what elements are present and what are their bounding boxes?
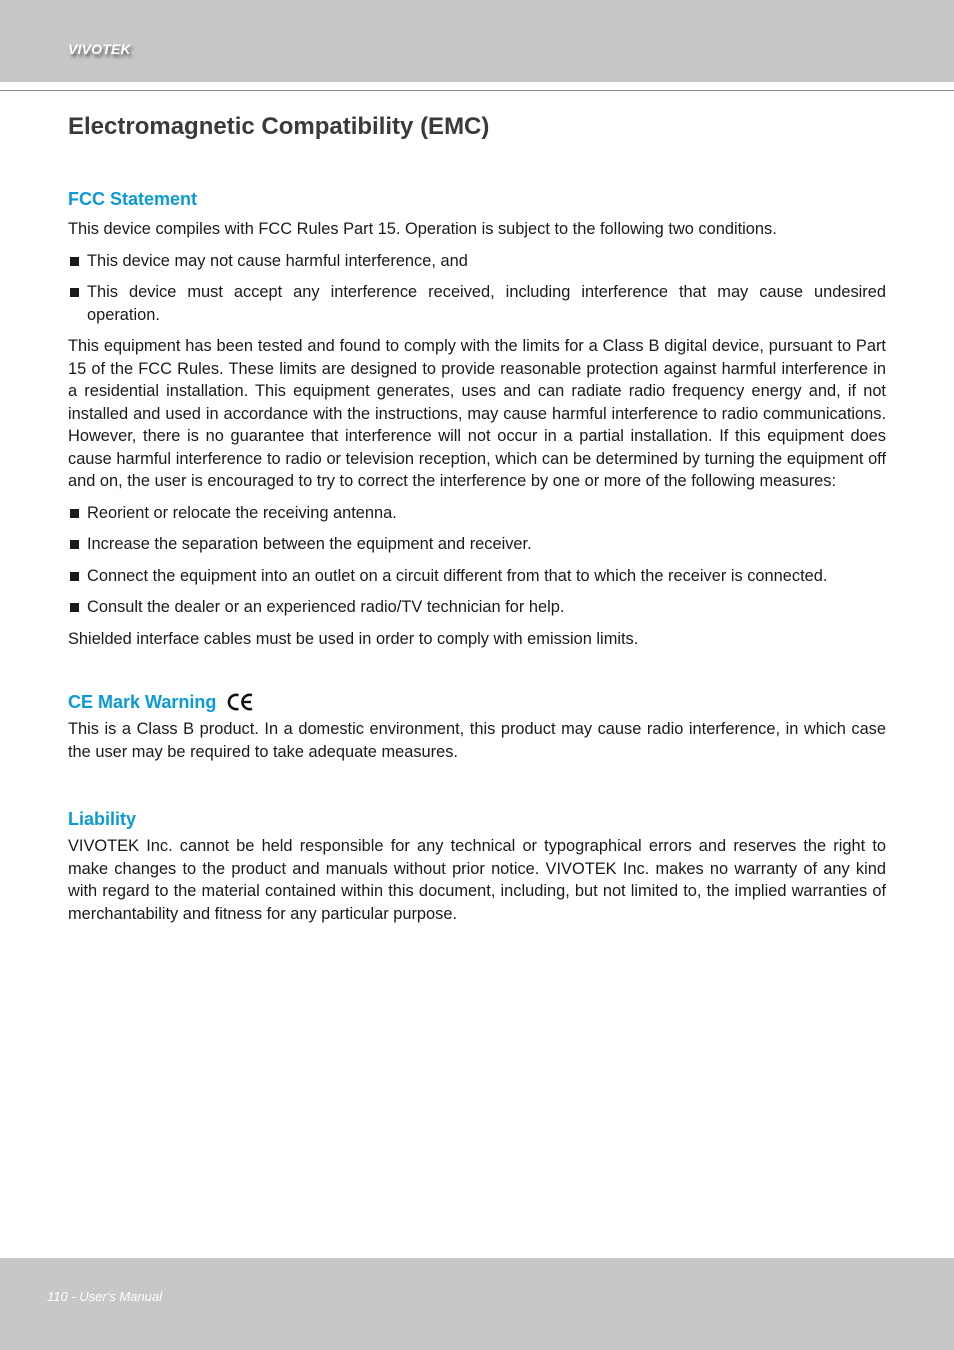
page-content	[68, 110, 886, 925]
measure-text: Increase the separation between the equipment and receiver.	[87, 535, 532, 553]
footer-band	[0, 1258, 954, 1350]
fcc-heading: FCC Statement	[68, 189, 198, 209]
ce-heading	[68, 690, 886, 714]
bullet-square-icon	[70, 603, 79, 612]
list-item	[68, 250, 886, 273]
measure-text: Reorient or relocate the receiving antenna.	[87, 503, 397, 522]
footer-page-label: 110 - User's Manual	[47, 1289, 162, 1304]
fcc-closing: Shielded interface cables must be used in order to comply with emission limits.	[68, 629, 639, 648]
fcc-intro: This device compiles with FCC Rules Part 15. Operation is subject to the following two conditions.	[68, 220, 777, 238]
measure-text: Consult the dealer or an experienced radio/TV technician for help.	[87, 598, 565, 616]
list-item	[68, 502, 886, 525]
bullet-square-icon	[70, 257, 79, 266]
bullet-square-icon	[70, 509, 79, 518]
bullet-square-icon	[70, 540, 79, 549]
condition-text: This device must accept any interference received, including interference that may cause undesired operation.	[87, 283, 886, 324]
list-item	[68, 281, 886, 326]
liability-heading: Liability	[68, 809, 137, 829]
brand-logo: VIVOTEK	[68, 41, 131, 57]
ce-mark-icon	[226, 692, 256, 712]
bullet-square-icon	[70, 572, 79, 581]
measure-text: Connect the equipment into an outlet on a circuit different from that to which the receiver is connected.	[87, 566, 828, 585]
ce-text: This is a Class B product. In a domestic environment, this product may cause radio interference, in which case the user may be required to take adequate measures.	[68, 720, 886, 761]
condition-text: This device may not cause harmful interference, and	[87, 251, 468, 270]
fcc-paragraph: This equipment has been tested and found to comply with the limits for a Class B digital device, pursuant to Part 15 of the FCC Rules. These limits are designed to provide reasonable protection against harmful interference in a residential installation. This equipment generates, uses and can radiate radio frequency energy and, if not installed and used in accordance with the instructions, may cause harmful interference to radio communications. However, there is no guarantee that interference will not occur in a partial installation. If this equipment does cause harmful interference to radio or television reception, which can be determined by turning the equipment off and on, the user is encouraged to try to correct the interference by one or more of the following measures:	[68, 337, 886, 490]
page-title: Electromagnetic Compatibility (EMC)	[68, 113, 490, 140]
list-item	[68, 565, 886, 588]
liability-text: VIVOTEK Inc. cannot be held responsible for any technical or typographical errors and reserves the right to make changes to the product and manuals without prior notice. VIVOTEK Inc. makes no warranty of any kind with regard to the material contained within this document, including, but not limited to, the implied warranties of merchantability and fitness for any particular purpose.	[68, 837, 886, 923]
bullet-square-icon	[70, 288, 79, 297]
list-item	[68, 596, 886, 619]
ce-heading-text: CE Mark Warning	[68, 692, 217, 712]
header-band	[0, 0, 954, 82]
list-item	[68, 533, 886, 556]
header-divider	[0, 90, 954, 91]
